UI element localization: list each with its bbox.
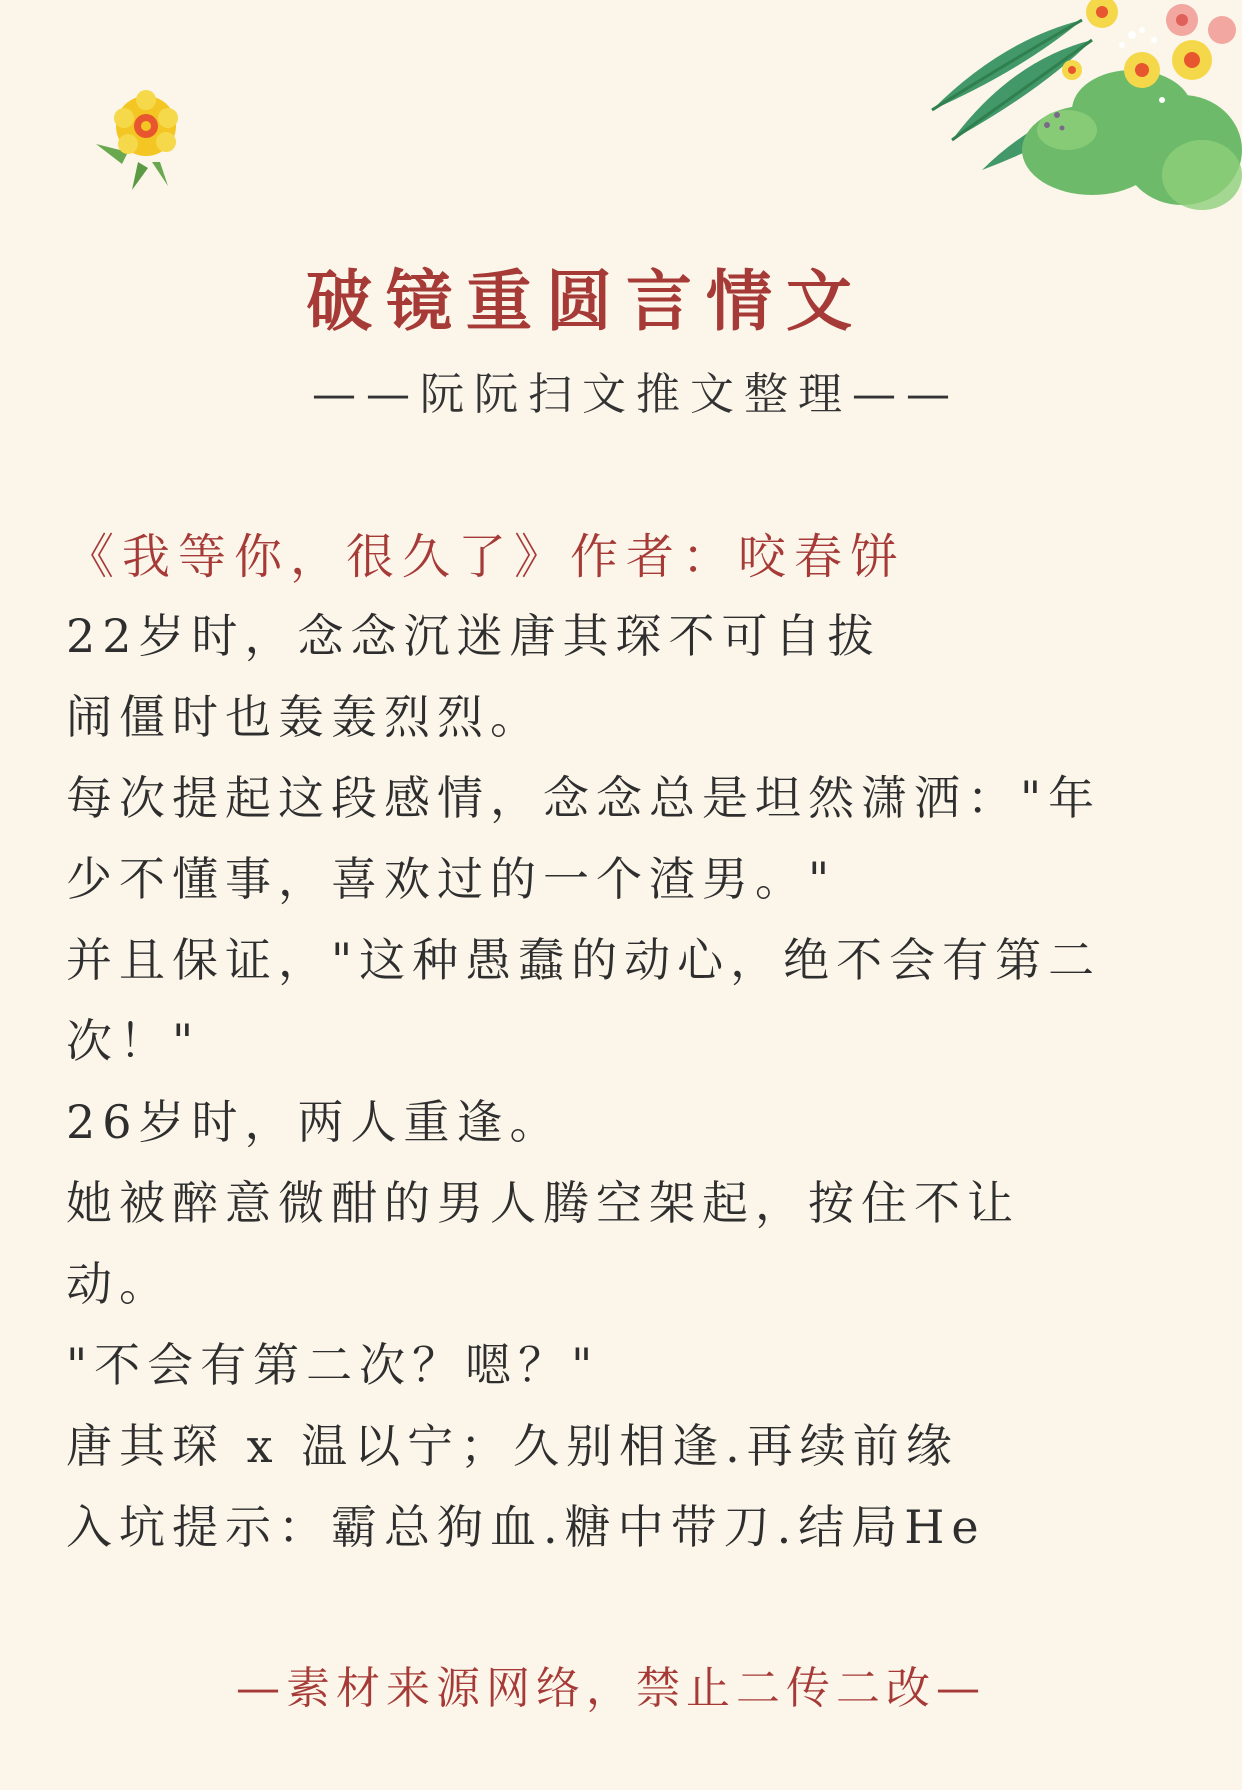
- book-title-author: 《我等你，很久了》作者：咬春饼: [66, 529, 907, 585]
- synopsis-line: 26岁时，两人重逢。: [66, 1095, 563, 1149]
- synopsis: [66, 596, 1186, 1568]
- synopsis-line: 闹僵时也轰轰烈烈。: [66, 690, 543, 744]
- synopsis-line: 22岁时，念念沉迷唐其琛不可自拔: [66, 609, 881, 663]
- synopsis-line: "不会有第二次？嗯？": [66, 1338, 600, 1392]
- synopsis-line: 她被醉意微酣的男人腾空架起，按住不让: [66, 1176, 1020, 1230]
- page-subtitle: ——阮阮扫文推文整理——: [312, 369, 960, 420]
- flower-icon: [88, 82, 198, 192]
- synopsis-line: 每次提起这段感情，念念总是坦然潇洒："年: [66, 771, 1102, 825]
- synopsis-line: 并且保证，"这种愚蠢的动心，绝不会有第二: [66, 933, 1102, 987]
- synopsis-line: 次！": [66, 1014, 201, 1068]
- synopsis-line: 少不懂事，喜欢过的一个渣男。": [66, 852, 837, 906]
- page-title: 破镜重圆言情文: [306, 262, 866, 340]
- bouquet-illustration: [892, 0, 1242, 220]
- synopsis-line: 唐其琛 x 温以宁；久别相逢.再续前缘: [66, 1419, 959, 1473]
- synopsis-line: 动。: [66, 1257, 172, 1311]
- synopsis-line: 入坑提示：霸总狗血.糖中带刀.结局He: [66, 1500, 986, 1554]
- source-notice: —素材来源网络，禁止二传二改—: [236, 1663, 986, 1714]
